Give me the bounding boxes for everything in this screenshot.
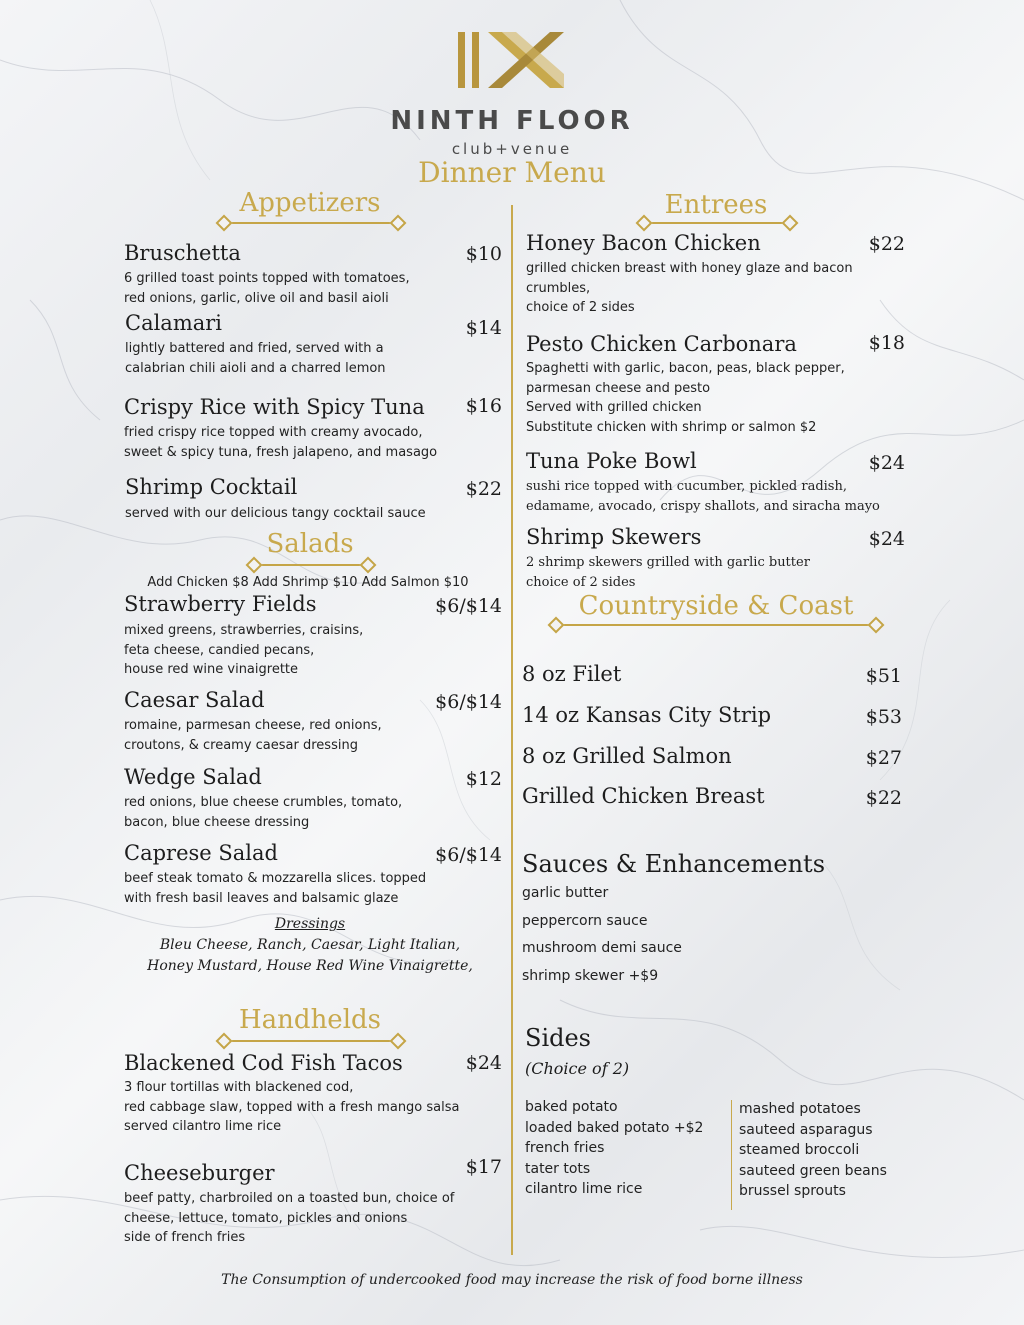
sauce-item: peppercorn sauce	[522, 913, 648, 929]
menu-item-name: Crispy Rice with Spicy Tuna	[124, 395, 425, 419]
section-title-countryside: Countryside & Coast	[578, 591, 854, 621]
menu-item-name: Tuna Poke Bowl	[526, 449, 697, 473]
menu-item-name: Strawberry Fields	[124, 592, 317, 616]
food-safety-disclaimer: The Consumption of undercooked food may increase the risk of food borne illness	[221, 1272, 803, 1288]
menu-item-description: grilled chicken breast with honey glaze and bacon crumbles, choice of 2 sides	[526, 261, 853, 315]
sides-list-left	[525, 1097, 703, 1200]
dressings-list: Bleu Cheese, Ranch, Caesar, Light Italian,	[159, 937, 461, 953]
menu-item-price: $12	[465, 768, 502, 790]
section-title-sides: Sides	[525, 1024, 591, 1052]
dressings-title: Dressings	[274, 916, 346, 932]
menu-item-name: Bruschetta	[124, 241, 241, 265]
diamond-ornament	[360, 557, 377, 574]
menu-item-description: 3 flour tortillas with blackened cod, red cabbage slaw, topped with a fresh mango salsa served cilantro lime rice	[124, 1080, 460, 1134]
menu-item-name: Grilled Chicken Breast	[522, 784, 765, 808]
side-item: baked potato	[525, 1099, 618, 1115]
menu-item-description: sushi rice topped with cucumber, pickled radish, edamame, avocado, crispy shallots, and siracha mayo	[526, 479, 880, 514]
side-item: mashed potatoes	[739, 1101, 861, 1117]
side-item: brussel sprouts	[739, 1183, 846, 1199]
menu-item-name: Wedge Salad	[124, 765, 262, 789]
menu-item-name: Blackened Cod Fish Tacos	[124, 1051, 403, 1075]
menu-item-price: $22	[868, 233, 905, 255]
sides-subtitle: (Choice of 2)	[525, 1059, 630, 1078]
menu-item-name: Shrimp Cocktail	[125, 475, 298, 499]
menu-item-name: Honey Bacon Chicken	[526, 231, 761, 255]
section-title-entrees: Entrees	[664, 190, 768, 220]
menu-item-price: $51	[865, 665, 902, 687]
sauce-item: mushroom demi sauce	[522, 940, 682, 956]
menu-item-price: $6/$14	[435, 844, 502, 866]
menu-item-price: $6/$14	[435, 595, 502, 617]
menu-item-description: beef patty, charbroiled on a toasted bun, choice of cheese, lettuce, tomato, pickles and onions side of french fries	[124, 1191, 455, 1245]
menu-item-price: $10	[465, 243, 502, 265]
menu-item-price: $53	[865, 706, 902, 728]
dressings-list: Honey Mustard, House Red Wine Vinaigrette,	[147, 958, 473, 974]
section-underline	[255, 564, 365, 566]
menu-title: Dinner Menu	[418, 156, 606, 189]
menu-item-name: Cheeseburger	[124, 1161, 275, 1185]
diamond-ornament	[390, 1033, 407, 1050]
side-item: french fries	[525, 1140, 605, 1156]
column-divider	[511, 205, 513, 1255]
menu-item-description: Spaghetti with garlic, bacon, peas, black pepper, parmesan cheese and pesto Served with grilled chicken Substitute chicken with shrimp or salmon $2	[526, 361, 845, 435]
menu-item-description: 6 grilled toast points topped with tomatoes, red onions, garlic, olive oil and basil aioli	[124, 271, 410, 306]
side-item: cilantro lime rice	[525, 1181, 643, 1197]
section-underline	[225, 222, 395, 224]
side-item: loaded baked potato +$2	[525, 1119, 704, 1136]
side-item: steamed broccoli	[739, 1142, 860, 1158]
section-title-sauces: Sauces & Enhancements	[522, 850, 826, 878]
brand-tagline: club+venue	[451, 140, 573, 158]
salad-addons: Add Chicken $8 Add Shrimp $10 Add Salmon $10	[147, 575, 469, 590]
brand-name: NINTH FLOOR	[390, 106, 634, 136]
menu-item-description: served with our delicious tangy cocktail sauce	[125, 506, 426, 521]
menu-item-price: $14	[465, 317, 502, 339]
menu-item-price: $6/$14	[435, 691, 502, 713]
menu-item-description: beef steak tomato & mozzarella slices. topped with fresh basil leaves and balsamic glaze	[124, 871, 427, 906]
menu-item-price: $22	[865, 787, 902, 809]
diamond-ornament	[246, 557, 263, 574]
menu-item-description: lightly battered and fried, served with a calabrian chili aioli and a charred lemon	[125, 341, 386, 376]
menu-item-name: 8 oz Grilled Salmon	[522, 744, 732, 768]
section-underline	[225, 1040, 395, 1042]
menu-item-price: $17	[465, 1156, 502, 1178]
menu-item-description: mixed greens, strawberries, craisins, feta cheese, candied pecans, house red wine vinaigrette	[124, 623, 364, 677]
menu-item-name: Shrimp Skewers	[526, 525, 702, 549]
side-item: sauteed asparagus	[739, 1121, 873, 1138]
menu-item-name: 14 oz Kansas City Strip	[522, 703, 772, 727]
section-title-handhelds: Handhelds	[239, 1005, 381, 1035]
menu-item-description: romaine, parmesan cheese, red onions, croutons, & creamy caesar dressing	[124, 718, 382, 753]
section-underline	[557, 624, 875, 626]
menu-item-price: $22	[465, 478, 502, 500]
menu-item-name: Caesar Salad	[124, 688, 265, 712]
menu-item-price: $18	[868, 332, 905, 354]
menu-item-description: fried crispy rice topped with creamy avocado, sweet & spicy tuna, fresh jalapeno, and masago	[124, 425, 438, 460]
sides-divider	[731, 1100, 732, 1210]
menu-item-description: red onions, blue cheese crumbles, tomato, bacon, blue cheese dressing	[124, 795, 403, 830]
side-item: tater tots	[525, 1160, 591, 1177]
menu-item-price: $27	[865, 747, 902, 769]
menu-item-price: $24	[465, 1052, 502, 1074]
menu-item-name: Pesto Chicken Carbonara	[526, 332, 797, 356]
side-item: sauteed green beans	[739, 1162, 887, 1179]
menu-item-name: 8 oz Filet	[522, 662, 622, 686]
menu-item-price: $16	[465, 395, 502, 417]
section-title-appetizers: Appetizers	[239, 188, 381, 218]
menu-item-name: Caprese Salad	[124, 841, 278, 865]
sauce-item: shrimp skewer +$9	[522, 968, 659, 984]
menu-item-price: $24	[868, 528, 905, 550]
section-title-salads: Salads	[266, 529, 354, 559]
menu-item-description: 2 shrimp skewers grilled with garlic butter choice of 2 sides	[526, 555, 810, 590]
section-underline	[645, 222, 790, 224]
ninth-floor-ix-logo-icon	[452, 30, 572, 90]
sides-list-right	[739, 1099, 887, 1202]
menu-item-name: Calamari	[125, 311, 223, 335]
sauce-item: garlic butter	[522, 885, 609, 901]
diamond-ornament	[216, 1033, 233, 1050]
menu-item-price: $24	[868, 452, 905, 474]
